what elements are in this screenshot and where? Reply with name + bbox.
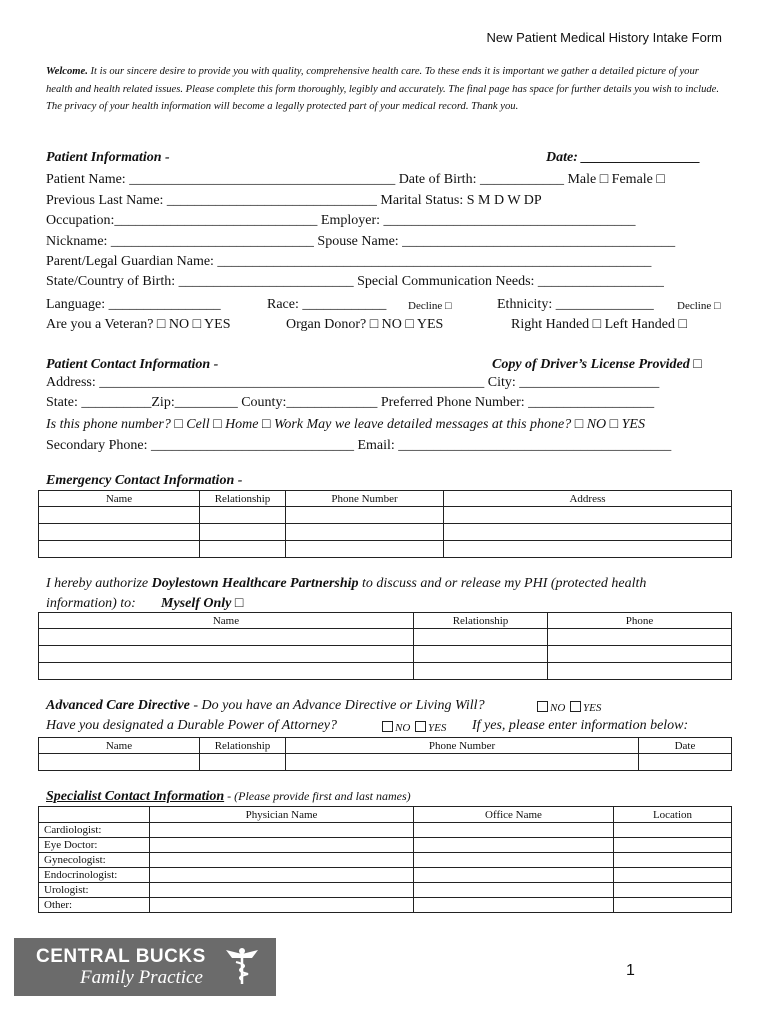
organ-donor-question[interactable]: Organ Donor? □ NO □ YES [286, 317, 444, 332]
state-zip-line[interactable]: State: __________Zip:_________ County:_____________ Preferred Phone Number: __________________ [46, 395, 655, 410]
advance-q1-no[interactable]: NO [550, 702, 566, 714]
table-row[interactable] [39, 898, 732, 913]
form-title: New Patient Medical History Intake Form [486, 30, 722, 45]
advance-q2-no[interactable]: NO [395, 722, 411, 734]
specialist-note: - (Please provide first and last names) [224, 789, 411, 803]
table-row[interactable] [39, 838, 732, 853]
specialist-row-label: Other: [39, 898, 150, 913]
checkbox-icon[interactable] [570, 701, 581, 712]
logo-line-2: Family Practice [80, 967, 203, 988]
logo-line-1: CENTRAL BUCKS [36, 946, 206, 967]
advance-q1-yes[interactable]: YES [583, 702, 602, 714]
myself-only-checkbox[interactable]: Myself Only □ [161, 596, 244, 611]
secondary-phone-line[interactable]: Secondary Phone: _____________________________ Email: _______________________________________ [46, 438, 672, 453]
specialist-heading: Specialist Contact Information [46, 789, 225, 804]
patient-info-heading: Patient Information - [46, 150, 170, 165]
checkbox-icon[interactable] [382, 721, 393, 732]
table-row[interactable] [39, 646, 732, 663]
authorize-col-relationship: Relationship [414, 613, 548, 629]
address-line[interactable]: Address: _______________________________________________________ City: ____________________ [46, 375, 660, 390]
authorize-col-phone: Phone [548, 613, 732, 629]
specialist-row-label: Gynecologist: [39, 853, 150, 868]
previous-name-line[interactable]: Previous Last Name: ______________________________ Marital Status: S M D W DP [46, 193, 542, 208]
emergency-col-name: Name [39, 491, 200, 507]
table-row[interactable] [39, 754, 732, 771]
emergency-table [38, 490, 732, 558]
authorize-table [38, 612, 732, 680]
ethnicity-decline-checkbox[interactable]: Decline □ [677, 300, 721, 312]
authorize-post: to discuss and or release my PHI (protected health [358, 576, 647, 591]
date-field[interactable]: Date: _________________ [546, 150, 701, 165]
emergency-col-relationship: Relationship [200, 491, 286, 507]
checkbox-icon[interactable] [537, 701, 548, 712]
nickname-line[interactable]: Nickname: _____________________________ Spouse Name: _______________________________________ [46, 234, 676, 249]
advance-ifyes: If yes, please enter information below: [472, 718, 689, 733]
advance-col-date: Date [639, 738, 732, 754]
table-row[interactable] [39, 868, 732, 883]
table-row[interactable] [39, 883, 732, 898]
specialist-table [38, 806, 732, 913]
welcome-lead: Welcome. [46, 66, 88, 77]
page-number: 1 [626, 962, 635, 979]
patient-name-line[interactable]: Patient Name: ______________________________________ Date of Birth: ____________ Male □ Female □ [46, 172, 665, 187]
specialist-row-label: Eye Doctor: [39, 838, 150, 853]
table-row[interactable] [39, 823, 732, 838]
specialist-row-label: Urologist: [39, 883, 150, 898]
authorize-line-2: information) to: [46, 596, 136, 611]
welcome-text: It is our sincere desire to provide you with quality, comprehensive health care. To these ends it is important we gather a detailed picture of your health and health related issues. Please complete this form thoroughly, legibly and accurately. The final page has space for further details you wish to include. The privacy of your health information will become a legally protected part of your medical record. Thank you. [46, 66, 720, 112]
ethnicity-field[interactable]: Ethnicity: ______________ [497, 297, 654, 312]
license-checkbox[interactable]: Copy of Driver’s License Provided □ [492, 357, 702, 372]
authorize-pre: I hereby authorize [46, 576, 152, 591]
specialist-row-label: Endocrinologist: [39, 868, 150, 883]
table-row[interactable] [39, 541, 732, 558]
advance-col-phone: Phone Number [286, 738, 639, 754]
advance-q1-options[interactable] [535, 701, 601, 714]
birthplace-line[interactable]: State/Country of Birth: _________________________ Special Communication Needs: __________________ [46, 274, 664, 289]
table-row[interactable] [39, 524, 732, 541]
table-row[interactable] [39, 853, 732, 868]
table-row[interactable] [39, 663, 732, 680]
specialist-row-label: Cardiologist: [39, 823, 150, 838]
authorize-col-name: Name [39, 613, 414, 629]
guardian-line[interactable]: Parent/Legal Guardian Name: ______________________________________________________________ [46, 254, 652, 269]
advance-col-relationship: Relationship [200, 738, 286, 754]
advance-q1: - Do you have an Advance Directive or Living Will? [189, 698, 485, 713]
phone-type-question[interactable]: Is this phone number? □ Cell □ Home □ Work May we leave detailed messages at this phone? □ NO □ YES [46, 417, 645, 432]
emergency-col-phone: Phone Number [286, 491, 444, 507]
specialist-col-location: Location [614, 807, 732, 823]
specialist-col-physician: Physician Name [150, 807, 414, 823]
specialist-col-office: Office Name [414, 807, 614, 823]
advance-q2-options[interactable] [380, 721, 446, 734]
advance-table [38, 737, 732, 771]
practice-logo [14, 938, 276, 996]
occupation-line[interactable]: Occupation:_____________________________ Employer: ____________________________________ [46, 213, 636, 228]
advance-heading: Advanced Care Directive [46, 698, 190, 713]
authorize-line [46, 576, 646, 592]
contact-info-heading: Patient Contact Information - [46, 357, 219, 372]
specialist-col-blank [39, 807, 150, 823]
emergency-col-address: Address [444, 491, 732, 507]
race-decline-checkbox[interactable]: Decline □ [408, 300, 452, 312]
veteran-question[interactable]: Are you a Veteran? □ NO □ YES [46, 317, 231, 332]
authorize-org: Doylestown Healthcare Partnership [151, 576, 359, 591]
caduceus-icon [222, 946, 262, 986]
handedness-question[interactable]: Right Handed □ Left Handed □ [511, 317, 687, 332]
emergency-heading: Emergency Contact Information - [46, 473, 243, 488]
advance-col-name: Name [39, 738, 200, 754]
checkbox-icon[interactable] [415, 721, 426, 732]
language-field[interactable]: Language: ________________ [46, 297, 221, 312]
advance-q2: Have you designated a Durable Power of Attorney? [46, 718, 337, 733]
welcome-paragraph [46, 63, 726, 116]
advance-q2-yes[interactable]: YES [428, 722, 447, 734]
table-row[interactable] [39, 629, 732, 646]
specialist-line [46, 789, 411, 805]
table-row[interactable] [39, 507, 732, 524]
race-field[interactable]: Race: ____________ [267, 297, 387, 312]
advance-directive-line [46, 698, 485, 714]
